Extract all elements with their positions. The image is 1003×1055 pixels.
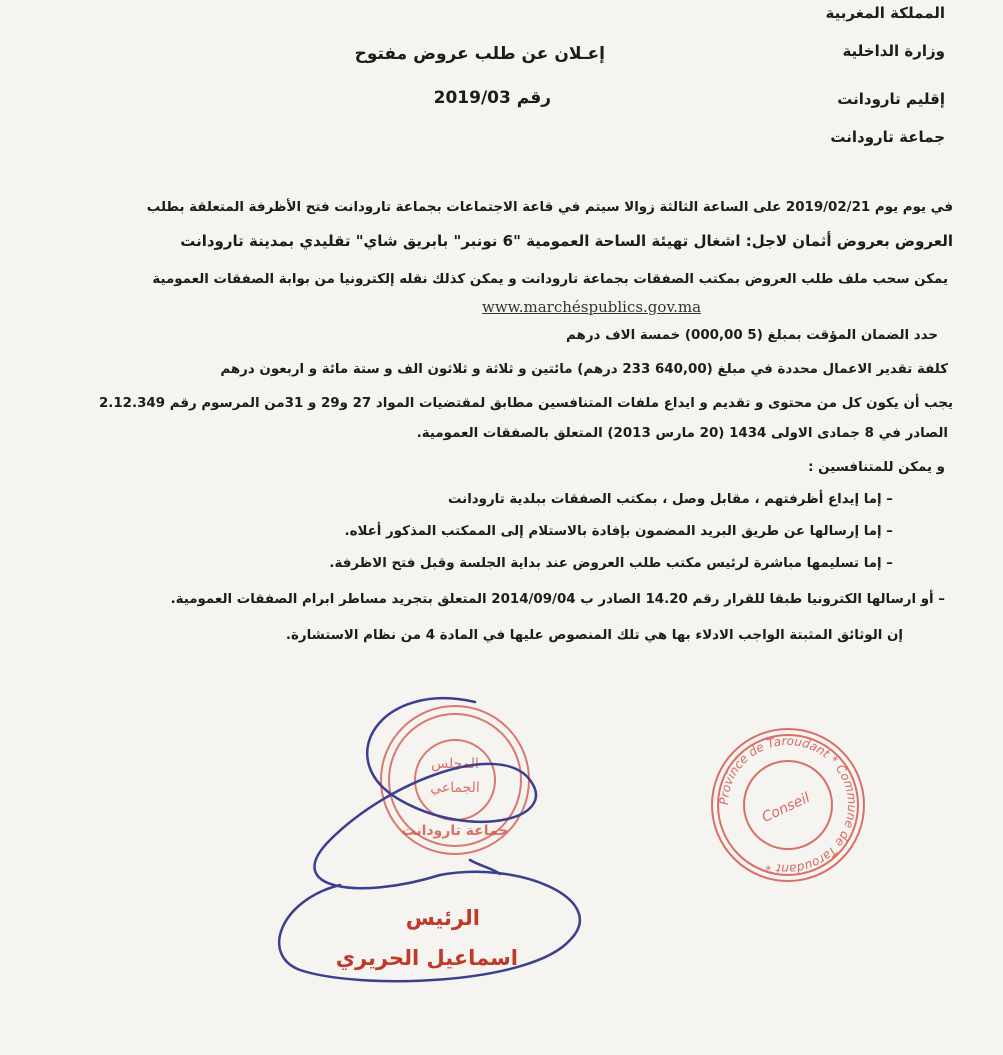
kingdom-label: المملكة المغربية: [825, 4, 945, 22]
stamp-right-ring-text: Province de Taroudant * Commune de Taroudant *: [716, 733, 860, 877]
list-item: – إما تسليمها مباشرة لرئيس مكتب طلب العروض عند بداية الجلسة وقبل فتح الاظرفة.: [329, 556, 893, 571]
signatory-name: اسماعيل الحريري: [335, 946, 518, 970]
body-line-1: في يوم يوم 2019/02/21 على الساعة الثالثة زوالا سيتم في قاعة الاجتماعات بجماعة تارودانت فتح الأظرفة المتعلقة بطلب: [146, 200, 953, 215]
guarantee-line: حدد الضمان المؤقت بمبلغ (5 000,00) خمسة الاف درهم: [566, 328, 938, 343]
tender-portal-link[interactable]: www.marchéspublics.gov.ma: [482, 298, 702, 316]
commune-label: جماعة تارودانت: [830, 128, 945, 146]
requirement-line-2: الصادر في 8 جمادى الاولى 1434 (20 مارس 2013) المتعلق بالصفقات العمومية.: [416, 426, 948, 441]
ministry-label: وزارة الداخلية: [842, 42, 945, 60]
province-label: إقليم تارودانت: [837, 90, 945, 108]
stamp-left-line-2: الجماعي: [430, 780, 480, 796]
announcement-number: رقم 2019/03: [433, 88, 551, 108]
documents-line: إن الوثائق المثبتة الواجب الادلاء بها هي تلك المنصوص عليها في المادة 4 من نظام الاستشارة.: [285, 628, 903, 643]
list-item: – أو ارسالها الكترونيا طبقا للقرار رقم 14.20 الصادر ب 2014/09/04 المتعلق بتجريد مساطر ابرام الصفقات العمومية.: [170, 592, 945, 607]
announcement-title: إعـلان عن طلب عروض مفتوح: [354, 44, 605, 64]
stamp-left-line-1: المجلس: [431, 756, 479, 772]
body-line-3: يمكن سحب ملف طلب العروض بمكتب الصفقات بجماعة تارودانت و يمكن كذلك نقله إلكترونيا من بوابة الصفقات العمومية: [152, 272, 948, 287]
stamp-right-center-text: Conseil: [759, 789, 813, 827]
list-item: – إما إرسالها عن طريق البريد المضمون بإفادة بالاستلام إلى الممكتب المذكور أعلاه.: [344, 524, 893, 539]
signatory-role: الرئيس: [405, 906, 480, 930]
stamp-left-line-3: جماعة تارودانت: [401, 823, 509, 839]
list-item: – إما إيداع أظرفتهم ، مقابل وصل ، بمكتب الصفقات ببلدية تارودانت: [447, 492, 893, 507]
requirement-line-1: يجب أن يكون كل من محتوى و تقديم و ايداع ملفات المتنافسين مطابق لمقتضيات المواد 27 و29 و 31من المرسوم رقم 2.12.349: [98, 396, 953, 411]
signature-scribble: [279, 698, 580, 981]
body-line-2: العروض بعروض أثمان لاجل: اشغال تهيئة الساحة العمومية "6 نونبر" بابريق شاي" تقليدي بمدينة تارودانت: [180, 232, 953, 250]
cost-line: كلفة تقدير الاعمال محددة في مبلغ (640,00 233 درهم) مائتين و ثلاثة و ثلاثون الف و ستة مائة و اربعون درهم: [220, 362, 948, 377]
competitors-intro: و يمكن للمتنافسين :: [808, 460, 945, 475]
